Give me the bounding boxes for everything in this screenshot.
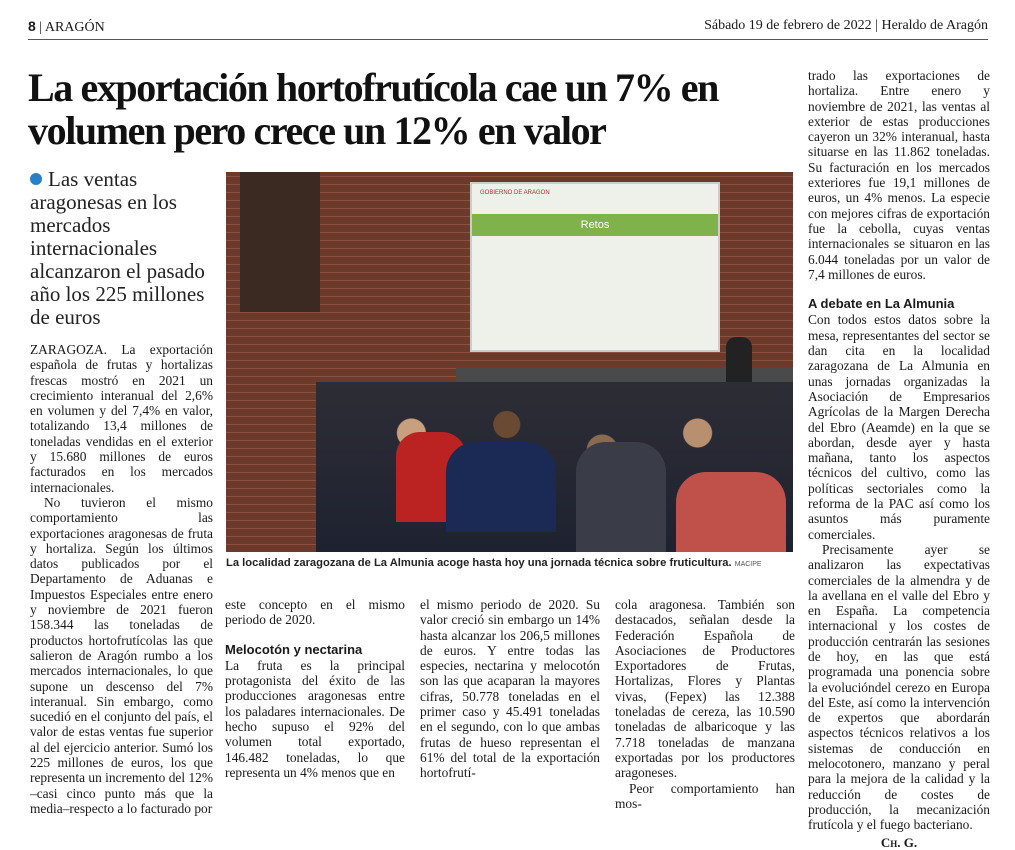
paragraph: trado las exportaciones de hortaliza. Entre enero y noviembre de 2021, las ventas al exterior de estas producciones cayeron un 32% interanual, hasta situarse en las 11.862 toneladas. Su facturación en los mercados exteriores fue 19,1 millones de euros, un 4% menos. La especie con mejores cifras de exportación fue la cebolla, cuyas ventas internacionales se situaron en las 6.044 toneladas por un valor de 7,4 millones de euros. [808, 68, 990, 282]
paragraph: Peor comportamiento han mos- [615, 780, 795, 811]
page-section: 8 | ARAGÓN [28, 18, 105, 35]
author-signature: Ch. G. [880, 834, 918, 850]
audience-member [676, 472, 786, 552]
page-dateline: Sábado 19 de febrero de 2022 | Heraldo de Aragón [704, 18, 988, 33]
page-header [28, 18, 988, 40]
page-number: 8 [28, 18, 36, 34]
doorway [240, 172, 320, 312]
bullet-dot-icon [30, 173, 42, 185]
section-heading: A debate en La Almunia [808, 296, 955, 312]
article-column-1 [30, 342, 213, 816]
caption-text: La localidad zaragozana de La Almunia acoge hasta hoy una jornada técnica sobre fruticultura. [226, 557, 732, 569]
slide-logo: GOBIERNO DE ARAGON [480, 190, 550, 196]
projection-screen [470, 182, 720, 352]
audience-member [446, 442, 556, 532]
article-column-2 [225, 597, 405, 780]
section-heading: Melocotón y nectarina [225, 641, 363, 657]
audience-member [576, 442, 666, 552]
article-column-5 [808, 68, 990, 850]
photo-credit: MACIPE [734, 561, 762, 568]
paragraph: ZARAGOZA. La exportación española de frutas y hortalizas frescas mostró en 2021 un crecimiento interanual del 2,6% en volumen y del 7,4% en valor, totalizando 13,4 millones de toneladas vendidas en el exterior y 15.680 millones de euros facturados en los mercados internacionales. [30, 342, 213, 495]
paragraph: el mismo periodo de 2020. Su valor creció sin embargo un 14% hasta alcanzar los 206,5 millones de euros. Y entre todas las especies, nectarina y melocotón son las que acaparan la mayores cifras, 50.778 toneladas en el primer caso y 45.491 toneladas en el segundo, con lo que ambas frutas de hueso representan el 61% del total de la exportación hortofrutí- [420, 597, 600, 781]
paragraph: No tuvieron el mismo comportamiento las exportaciones aragonesas de fruta y hortaliza. Según los últimos datos publicados por el Departamento de Aduanas e Impuestos Especiales entre enero y noviembre de 2021 fueron 158.344 las toneladas de productos hortofrutícolas las que salieron de Aragón rumbo a los mercados internacionales, lo que supone un descenso del 7% interanual. Sin embargo, como sucedió en el conjunto del país, el valor de estas ventas fue superior al del ejercicio anterior. Sumó los 225 millones de euros, los que representa un incremento del 12% –casi cinco punto más que la media–respecto a lo facturado por [30, 494, 213, 816]
paragraph: este concepto en el mismo periodo de 2020. [225, 597, 405, 628]
section-name: ARAGÓN [44, 20, 105, 35]
subheadline [30, 168, 220, 329]
paragraph: cola aragonesa. También son destacados, señalan desde la Federación Española de Asociaciones de Productores Exportadores de Frutas, Hortalizas, Flores y Plantas vivas, (Fepex) las 12.388 toneladas de cereza, las 10.590 toneladas de albaricoque y las 7.718 toneladas de manzana exportadas por los productores aragoneses. [615, 597, 795, 781]
paragraph: Precisamente ayer se analizaron las expectativas comerciales de la almendra y de la avellana en el valle del Ebro y en España. La competencia internacional y los costes de producción centrarán las sesiones de hoy, en las que está programada una ponencia sobre la evolucióndel cerezo en Europa del Este, así como la intervención de expertos que abordarán aspectos técnicos relativos a los sistemas de conducción en melocotonero, manzano y peral para la mejora de la calidad y la reducción de costes de producción, la mecanización frutícola y el fuego bacteriano. [808, 541, 990, 833]
date: Sábado 19 de febrero de 2022 [704, 18, 872, 33]
article-column-3 [420, 597, 600, 781]
article-column-4 [615, 597, 795, 811]
newspaper-name: Heraldo de Aragón [881, 18, 988, 33]
subheadline-text: Las ventas aragonesas en los mercados internacionales alcanzaron el pasado año los 225 millones de euros [30, 167, 205, 329]
paragraph: La fruta es la principal protagonista del éxito de las producciones aragonesas entre los paladares internacionales. De hecho supuso el 92% del volumen total exportado, 146.482 toneladas, lo que representa un 4% menos que en [225, 657, 405, 780]
paragraph: Con todos estos datos sobre la mesa, representantes del sector se dan cita en la localidad zaragozana de La Almunia en unas jornadas organizadas la Asociación de Empresarios Agrícolas de la Margen Derecha del Ebro (Aeamde) en la que se abordan, desde ayer y hasta mañana, tanto los aspectos técnicos del cultivo, como las políticas sectoriales como la reforma de la PAC así como los asuntos más puramente comerciales. [808, 312, 990, 542]
article-photo [226, 172, 793, 552]
photo-caption [226, 557, 796, 569]
slide-title: Retos [472, 214, 718, 236]
headline: La exportación hortofrutícola cae un 7% en volumen pero crece un 12% en valor [28, 65, 719, 153]
